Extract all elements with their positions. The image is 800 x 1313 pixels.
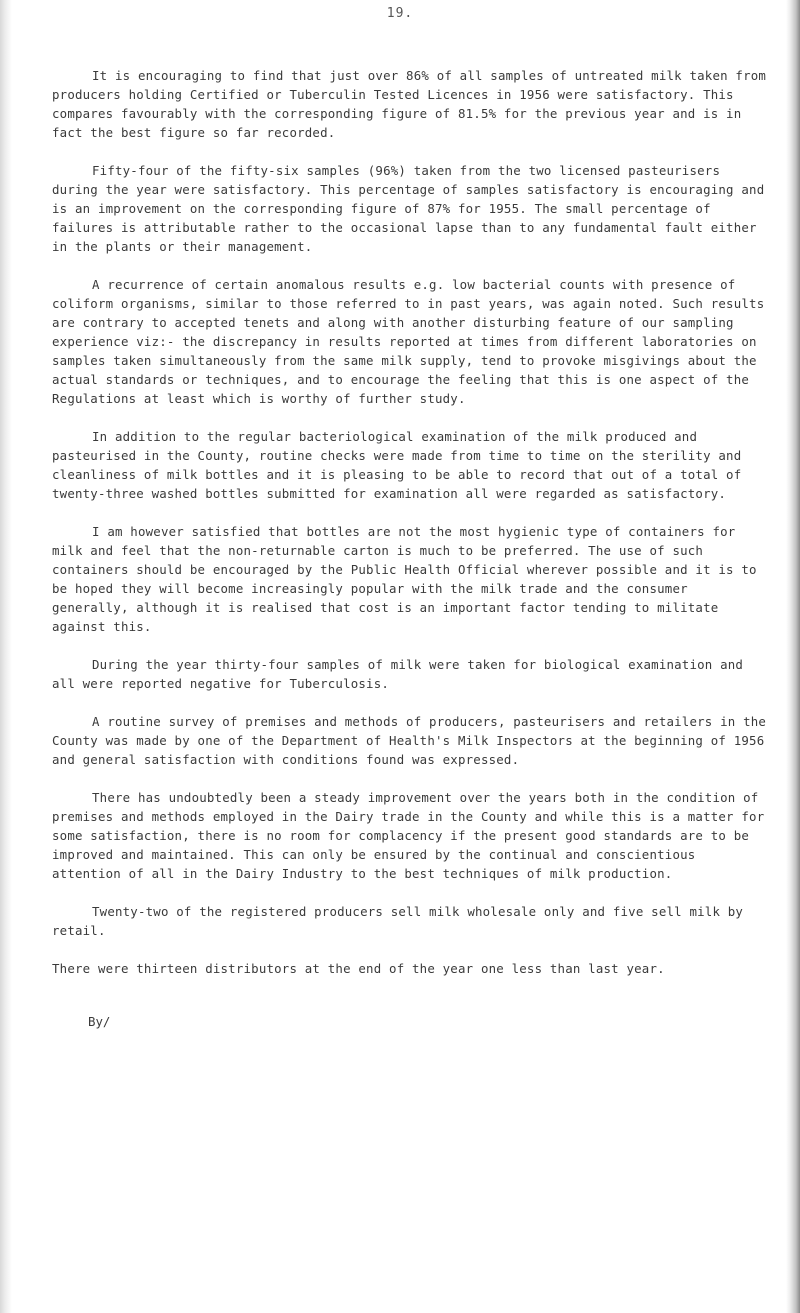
document-body (52, 66, 768, 997)
paragraph-pasteurisers: Fifty-four of the fifty-six samples (96%) taken from the two licensed pasteurisers during the year were satisfactory. This percentage of samples satisfactory is encouraging and is an improvement on the corresponding figure of 87% for 1955. The small percentage of failures is attributable rather to the occasional lapse than to any fundamental fault either in the plants or their management. (52, 163, 765, 254)
catchword: By/ (88, 1014, 111, 1029)
paragraph-containers: I am however satisfied that bottles are not the most hygienic type of containers for milk and feel that the non-returnable carton is much to be preferred. The use of such containers should be encouraged by the Public Health Official wherever possible and it is to be hoped they will become increasingly popular with the milk trade and the consumer generally, although it is realised that cost is an important factor tending to militate against this. (52, 524, 757, 634)
paragraph-untreated-milk: It is encouraging to find that just over 86% of all samples of untreated milk taken from producers holding Certified or Tuberculin Tested Licences in 1956 were satisfactory. This compares favourably with the corresponding figure of 81.5% for the previous year and is in fact the best figure so far recorded. (52, 68, 767, 140)
paragraph-producers: Twenty-two of the registered producers sell milk wholesale only and five sell milk by retail. (52, 904, 744, 938)
paragraph-biological-exam: During the year thirty-four samples of milk were taken for biological examination and all were reported negative for Tuberculosis. (52, 657, 744, 691)
page-number: 19. (386, 6, 414, 21)
page-left-edge (0, 0, 12, 1313)
paragraph-bottle-checks: In addition to the regular bacteriological examination of the milk produced and pasteurised in the County, routine checks were made from time to time on the sterility and cleanliness of milk bottles and it is pleasing to be able to record that out of a total of twenty-three washed bottles submitted for examination all were regarded as satisfactory. (52, 429, 742, 501)
paragraph-distributors: There were thirteen distributors at the end of the year one less than last year. (52, 961, 665, 976)
paragraph-anomalous-results: A recurrence of certain anomalous results e.g. low bacterial counts with presence of coliform organisms, similar to those referred to in past years, was again noted. Such results are contrary to accepted tenets and along with another disturbing feature of our sampling experience viz:- the discrepancy in results reported at times from different laboratories on samples taken simultaneously from the same milk supply, tend to provoke misgivings about the actual standards or techniques, and to encourage the feeling that this is one aspect of the Regulations at least which is worthy of further study. (52, 277, 765, 406)
paragraph-improvement: There has undoubtedly been a steady improvement over the years both in the condition of premises and methods employed in the Dairy trade in the County and while this is a matter for some satisfaction, there is no room for complacency if the present good standards are to be improved and maintained. This can only be ensured by the continual and conscientious attention of all in the Dairy Industry to the best techniques of milk production. (52, 790, 765, 881)
paragraph-routine-survey: A routine survey of premises and methods of producers, pasteurisers and retailers in the County was made by one of the Department of Health's Milk Inspectors at the beginning of 1956 and general satisfaction with conditions found was expressed. (52, 714, 767, 767)
page-right-edge (786, 0, 800, 1313)
